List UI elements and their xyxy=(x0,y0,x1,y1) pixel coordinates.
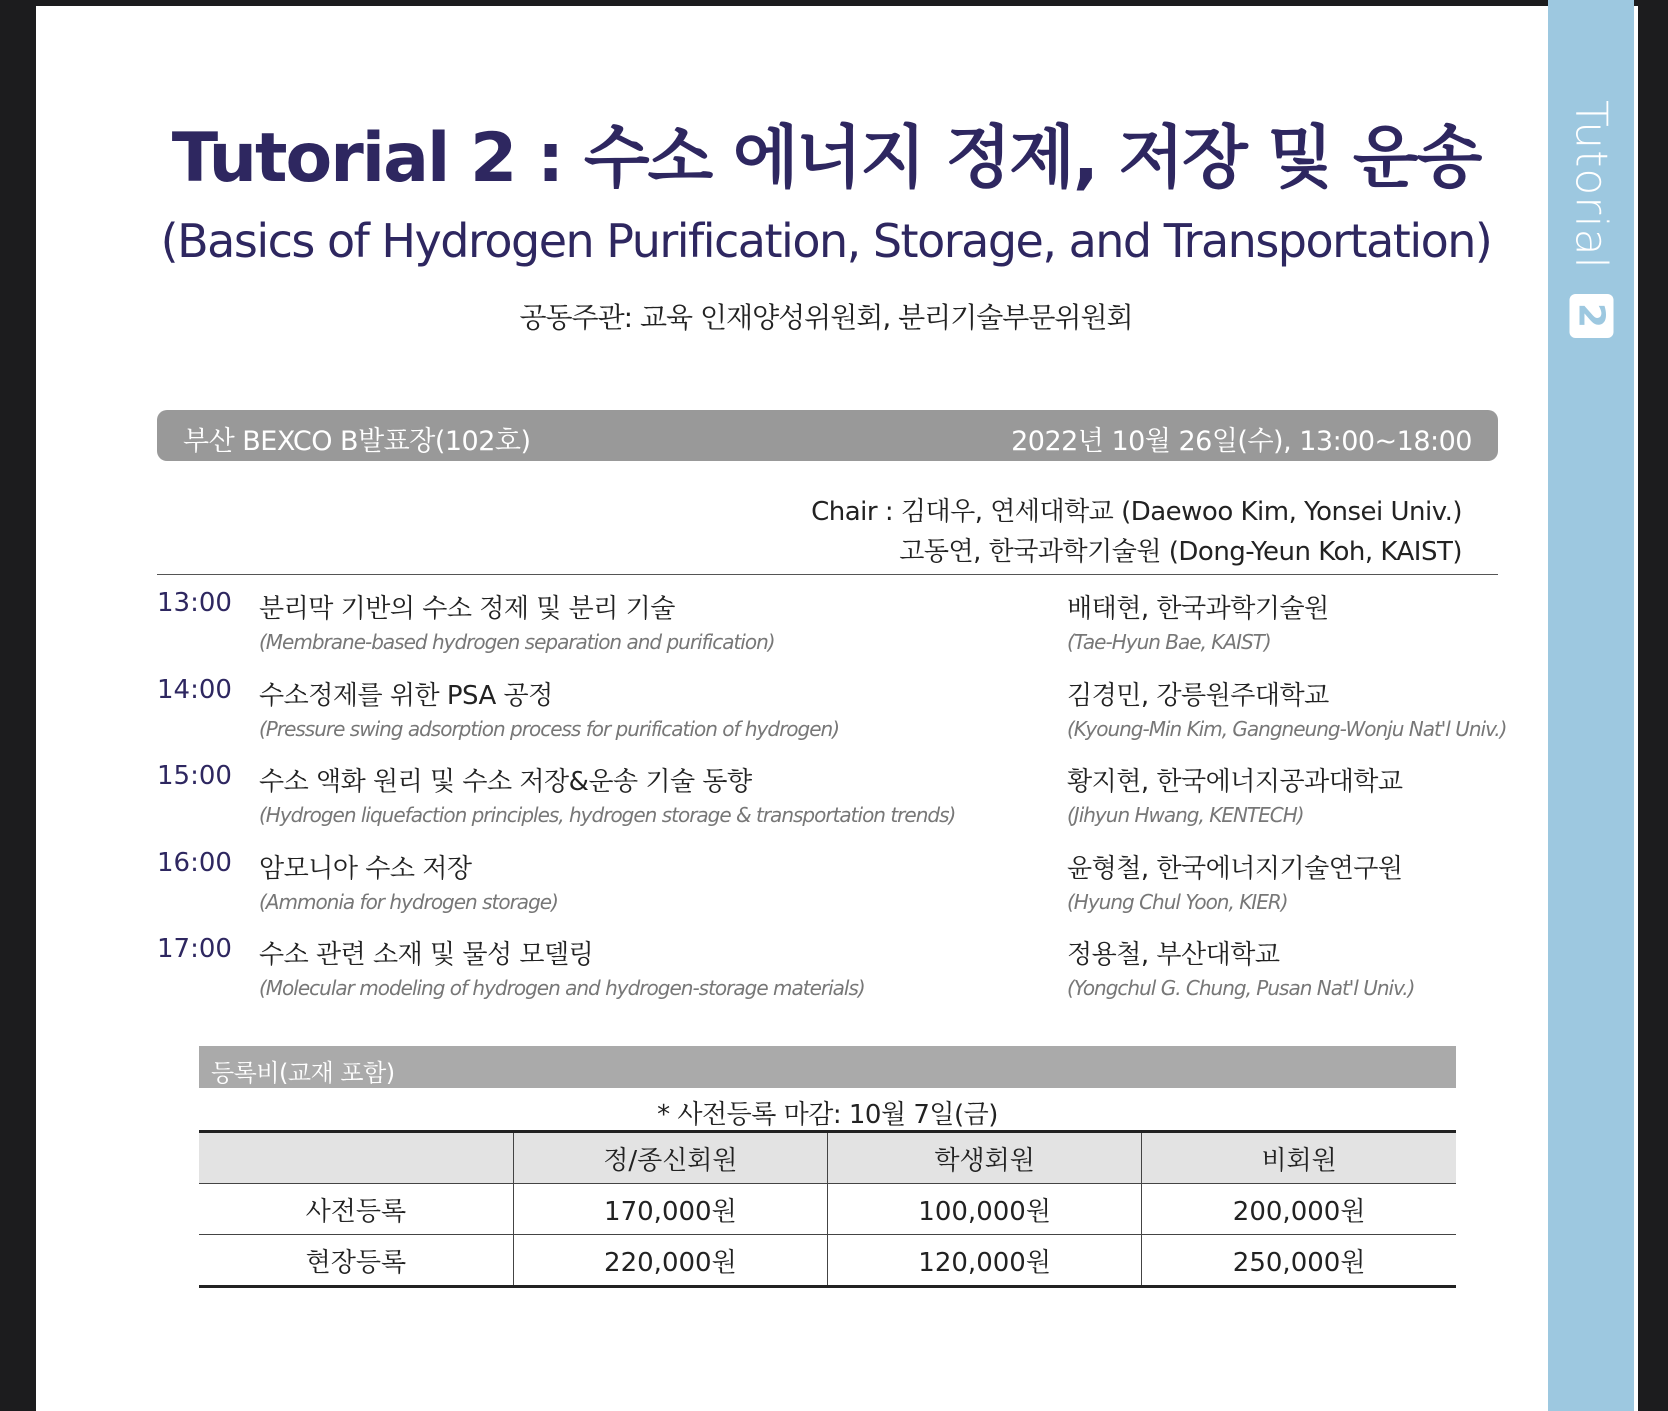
session-speaker-ko: 김경민, 강릉원주대학교 xyxy=(1067,680,1329,711)
page-subtitle: (Basics of Hydrogen Purification, Storage, and Transportation) xyxy=(160,214,1492,268)
table-row xyxy=(199,1184,1456,1235)
fee-deadline-note: * 사전등록 마감: 10월 7일(금) xyxy=(657,1100,998,1130)
session-speaker-ko: 윤형철, 한국에너지기술연구원 xyxy=(1067,853,1403,884)
fee-header-row xyxy=(199,1132,1456,1184)
fee-cell: 220,000원 xyxy=(513,1235,827,1287)
session-speaker-en: (Tae-Hyun Bae, KAIST) xyxy=(1067,630,1271,654)
session-title-ko: 수소 관련 소재 및 물성 모델링 xyxy=(259,940,594,970)
fee-header-cell xyxy=(199,1132,513,1184)
venue-bar xyxy=(157,410,1498,461)
session-speaker-en: (Yongchul G. Chung, Pusan Nat'l Univ.) xyxy=(1067,976,1415,1000)
session-row xyxy=(157,844,1498,931)
fee-cell: 200,000원 xyxy=(1142,1184,1456,1235)
fee-row-label: 사전등록 xyxy=(199,1184,513,1235)
session-time: 13:00 xyxy=(157,588,232,618)
organizers-line: 공동주관: 교육 인재양성위원회, 분리기술부문위원회 xyxy=(519,301,1133,334)
fee-cell: 170,000원 xyxy=(513,1184,827,1235)
fee-section-bar xyxy=(199,1046,1456,1088)
session-title-en: (Hydrogen liquefaction principles, hydrogen storage & transportation trends) xyxy=(259,803,956,827)
fee-table xyxy=(199,1130,1456,1288)
session-time: 17:00 xyxy=(157,934,232,964)
fee-header-cell: 비회원 xyxy=(1142,1132,1456,1184)
session-speaker-ko: 배태현, 한국과학기술원 xyxy=(1067,594,1329,624)
session-row xyxy=(157,671,1507,758)
fee-header-cell: 학생회원 xyxy=(828,1132,1142,1184)
session-speaker-ko: 황지현, 한국에너지공과대학교 xyxy=(1067,767,1403,797)
session-row xyxy=(157,757,1498,844)
divider xyxy=(157,574,1498,575)
session-speaker-en: (Kyoung-Min Kim, Gangneung-Wonju Nat'l Univ.) xyxy=(1067,716,1507,741)
chair-block xyxy=(811,492,1462,572)
fee-section-label: 등록비(교재 포함) xyxy=(211,1059,395,1087)
fee-row-label: 현장등록 xyxy=(199,1235,513,1287)
side-tab-label: Tutorial xyxy=(1565,100,1617,270)
chair-line-1: Chair : 김대우, 연세대학교 (Daewoo Kim, Yonsei Univ.) xyxy=(811,497,1462,527)
session-speaker-ko: 정용철, 부산대학교 xyxy=(1067,940,1280,970)
venue-datetime: 2022년 10월 26일(수), 13:00~18:00 xyxy=(1011,426,1472,457)
session-speaker-en: (Jihyun Hwang, KENTECH) xyxy=(1067,803,1304,827)
session-title-en: (Molecular modeling of hydrogen and hydrogen-storage materials) xyxy=(259,976,865,1000)
fee-cell: 100,000원 xyxy=(828,1184,1142,1235)
page-title: Tutorial 2 : 수소 에너지 정제, 저장 및 운송 xyxy=(171,119,1481,198)
session-row xyxy=(157,930,1498,1017)
session-time: 15:00 xyxy=(157,761,232,791)
table-row xyxy=(199,1235,1456,1287)
session-list xyxy=(157,584,1507,1017)
fee-cell: 250,000원 xyxy=(1142,1235,1456,1287)
chair-line-2: 고동연, 한국과학기술원 (Dong-Yeun Koh, KAIST) xyxy=(899,537,1462,567)
document-page xyxy=(36,6,1638,1411)
session-time: 16:00 xyxy=(157,847,232,878)
session-title-ko: 분리막 기반의 수소 정제 및 분리 기술 xyxy=(259,594,675,624)
session-time: 14:00 xyxy=(157,674,232,705)
session-row xyxy=(157,584,1498,671)
session-title-ko: 수소정제를 위한 PSA 공정 xyxy=(259,680,553,711)
session-title-ko: 수소 액화 원리 및 수소 저장&운송 기술 동향 xyxy=(259,767,752,797)
side-tab xyxy=(1548,0,1634,1411)
session-title-en: (Pressure swing adsorption process for purification of hydrogen) xyxy=(259,716,840,741)
session-title-ko: 암모니아 수소 저장 xyxy=(259,853,472,884)
fee-header-cell: 정/종신회원 xyxy=(513,1132,827,1184)
session-title-en: (Ammonia for hydrogen storage) xyxy=(259,889,558,914)
venue-location: 부산 BEXCO B발표장(102호) xyxy=(183,426,531,457)
side-tab-number: 2 xyxy=(1569,294,1613,338)
session-title-en: (Membrane-based hydrogen separation and purification) xyxy=(259,630,775,654)
side-tab-content xyxy=(1566,100,1617,338)
fee-cell: 120,000원 xyxy=(828,1235,1142,1287)
session-speaker-en: (Hyung Chul Yoon, KIER) xyxy=(1067,889,1288,914)
